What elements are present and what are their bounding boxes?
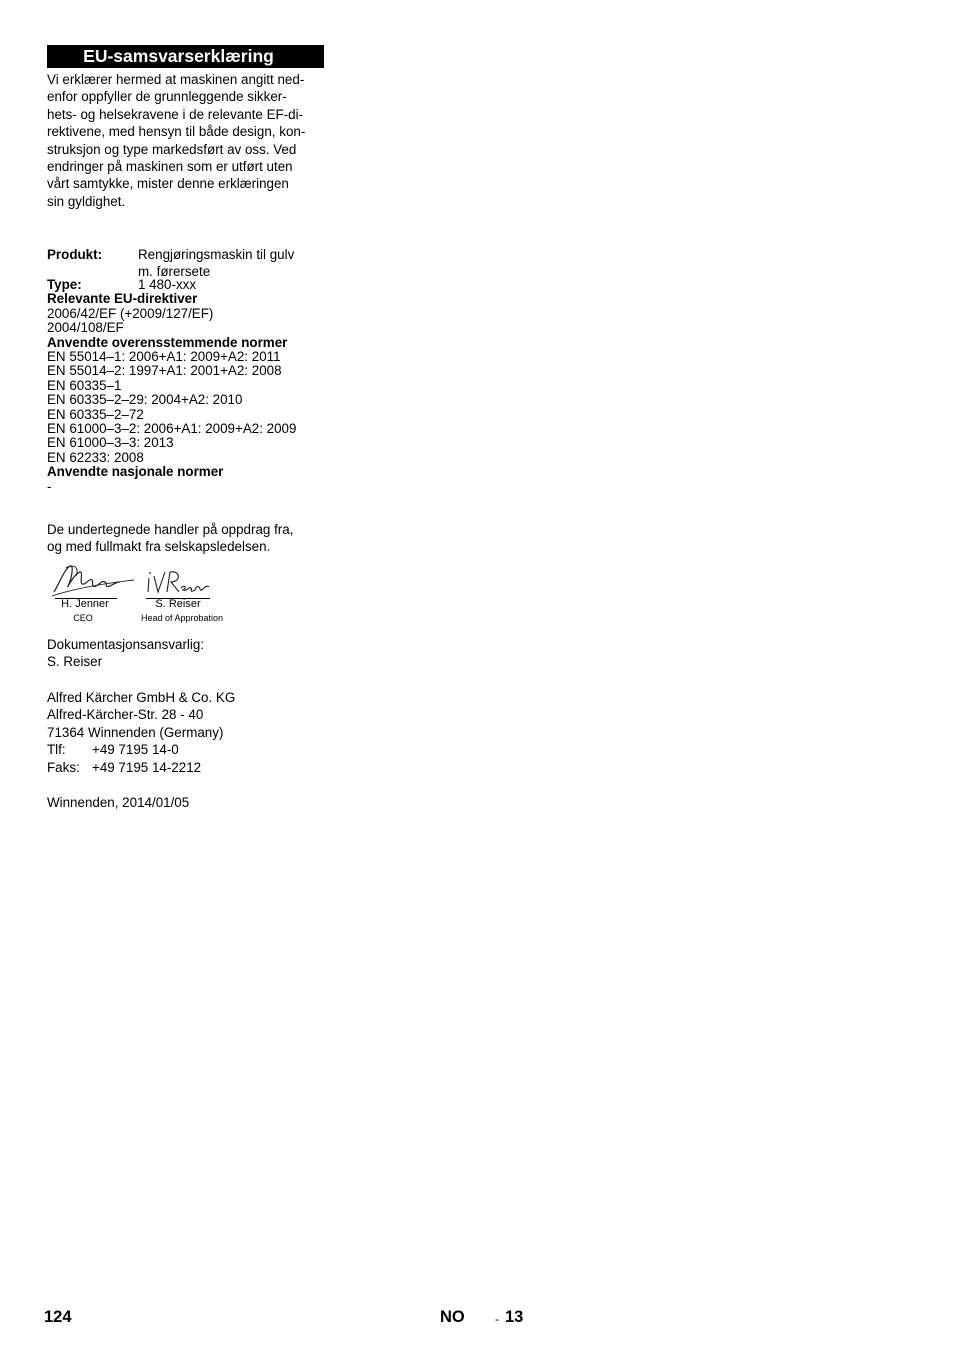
fax-row (47, 759, 235, 776)
documentation-label: Dokumentasjonsansvarlig: (47, 637, 205, 652)
directives-heading: Relevante EU-direktiver (47, 291, 198, 307)
type-label: Type: (47, 277, 82, 292)
national-norms-value: - (47, 478, 52, 494)
national-norms-heading: Anvendte nasjonale normer (47, 464, 224, 480)
footer-dash: - (495, 1312, 499, 1326)
intro-line: hets- og helsekravene i de relevante EF-di- (47, 106, 304, 122)
norm-item: EN 60335–1 (47, 377, 122, 393)
intro-line: vårt samtykke, mister denne erklæringen (47, 176, 289, 192)
product-row (47, 246, 337, 280)
section-heading: EU-samsvarserklæring (47, 45, 324, 68)
product-specification (47, 246, 337, 494)
place-date: Winnenden, 2014/01/05 (47, 795, 190, 810)
fax-label: Faks: (47, 759, 80, 775)
phone-label: Tlf: (47, 742, 66, 758)
type-row (47, 278, 337, 292)
language-code: NO (440, 1308, 465, 1326)
signature-name: H. Jenner (61, 598, 109, 610)
norm-item: EN 62233: 2008 (47, 449, 144, 465)
signatory-line: De undertegnede handler på oppdrag fra, (47, 522, 294, 537)
signature-reiser-image (143, 566, 215, 598)
signatory-statement (47, 521, 293, 556)
signature-role: CEO (73, 613, 93, 623)
intro-line: rektivene, med hensyn til både design, kon- (47, 124, 306, 140)
intro-paragraph (47, 71, 325, 210)
intro-line: endringer på maskinen som er utført uten (47, 159, 293, 175)
product-value (138, 246, 337, 280)
signature-jenner-image (50, 560, 140, 600)
phone-row (47, 741, 235, 758)
norm-item: EN 55014–2: 1997+A1: 2001+A2: 2008 (47, 363, 282, 379)
documentation-block (47, 636, 204, 671)
company-name: Alfred Kärcher GmbH & Co. KG (47, 690, 236, 705)
directive-item: 2006/42/EF (+2009/127/EF) (47, 305, 214, 321)
norm-item: EN 61000–3–2: 2006+A1: 2009+A2: 2009 (47, 421, 297, 437)
product-value-line: m. førersete (138, 264, 211, 279)
norm-item: EN 60335–2–72 (47, 406, 144, 422)
intro-line: struksjon og type markedsført av oss. Ved (47, 141, 297, 157)
signatory-line: og med fullmakt fra selskapsledelsen. (47, 539, 271, 555)
documentation-name: S. Reiser (47, 654, 103, 670)
street-address: Alfred-Kärcher-Str. 28 - 40 (47, 707, 204, 723)
norm-item: EN 60335–2–29: 2004+A2: 2010 (47, 392, 243, 408)
intro-line: enfor oppfyller de grunnleggende sikker- (47, 89, 287, 105)
norm-item: EN 55014–1: 2006+A1: 2009+A2: 2011 (47, 349, 281, 365)
section-page-number: 13 (505, 1308, 524, 1326)
type-value: 1 480-xxx (138, 277, 197, 292)
signature-name: S. Reiser (155, 598, 201, 610)
norm-item: EN 61000–3–3: 2013 (47, 435, 174, 451)
product-value-line: Rengjøringsmaskin til gulv (138, 247, 295, 262)
city-address: 71364 Winnenden (Germany) (47, 724, 224, 740)
address-block (47, 689, 235, 776)
fax-value: +49 7195 14-2212 (92, 759, 202, 775)
product-label: Produkt: (47, 247, 103, 262)
norms-heading: Anvendte overensstemmende normer (47, 334, 288, 350)
directive-item: 2004/108/EF (47, 320, 124, 336)
page-number: 124 (44, 1308, 72, 1326)
intro-line: sin gyldighet. (47, 193, 126, 209)
signature-role: Head of Approbation (140, 613, 224, 623)
phone-value: +49 7195 14-0 (92, 742, 179, 758)
intro-line: Vi erklærer hermed at maskinen angitt ned- (47, 72, 305, 87)
